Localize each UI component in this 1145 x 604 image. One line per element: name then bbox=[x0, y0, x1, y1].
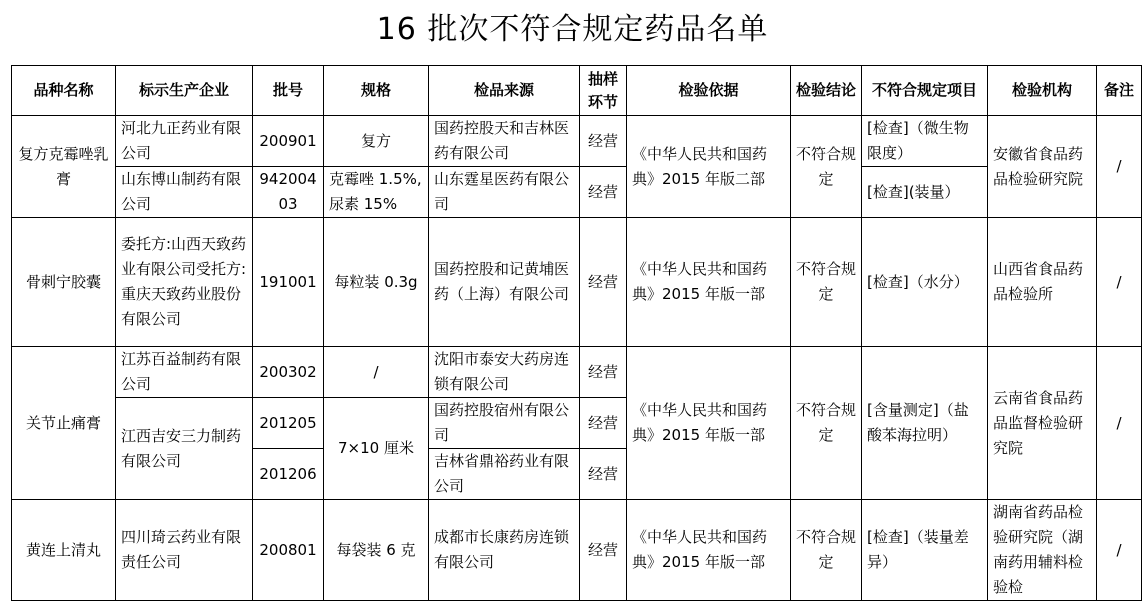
cell-basis: 《中华人民共和国药典》2015 年版一部 bbox=[627, 500, 791, 601]
table-header-row bbox=[12, 66, 1142, 116]
cell-product: 黄连上清丸 bbox=[12, 500, 116, 601]
cell-manufacturer: 江西吉安三力制药有限公司 bbox=[116, 398, 253, 500]
cell-batch: 201206 bbox=[253, 449, 324, 500]
cell-sampling-stage: 经营 bbox=[580, 347, 627, 398]
cell-spec: 克霉唑 1.5%,尿素 15% bbox=[324, 167, 429, 218]
cell-conclusion: 不符合规定 bbox=[791, 116, 862, 218]
cell-sampling-stage: 经营 bbox=[580, 500, 627, 601]
cell-product: 关节止痛膏 bbox=[12, 347, 116, 500]
cell-batch: 201205 bbox=[253, 398, 324, 449]
cell-batch: 191001 bbox=[253, 218, 324, 347]
cell-note: / bbox=[1097, 116, 1142, 218]
cell-institute: 安徽省食品药品检验研究院 bbox=[988, 116, 1097, 218]
cell-source: 国药控股宿州有限公司 bbox=[429, 398, 580, 449]
header-source: 检品来源 bbox=[429, 66, 580, 116]
table-row bbox=[12, 167, 1142, 218]
header-noncompliant-item: 不符合规定项目 bbox=[862, 66, 988, 116]
page-title: 16 批次不符合规定药品名单 bbox=[376, 12, 769, 47]
cell-sampling-stage: 经营 bbox=[580, 218, 627, 347]
cell-noncompliant-item: [检查]（水分） bbox=[862, 218, 988, 347]
header-sampling-stage: 抽样环节 bbox=[580, 66, 627, 116]
cell-source: 沈阳市泰安大药房连锁有限公司 bbox=[429, 347, 580, 398]
cell-basis: 《中华人民共和国药典》2015 年版一部 bbox=[627, 218, 791, 347]
cell-institute: 云南省食品药品监督检验研究院 bbox=[988, 347, 1097, 500]
header-note: 备注 bbox=[1097, 66, 1142, 116]
header-spec: 规格 bbox=[324, 66, 429, 116]
cell-source: 山东霆星医药有限公司 bbox=[429, 167, 580, 218]
cell-note: / bbox=[1097, 347, 1142, 500]
cell-noncompliant-item: [检查]（微生物限度） bbox=[862, 116, 988, 167]
cell-source: 国药控股和记黄埔医药（上海）有限公司 bbox=[429, 218, 580, 347]
cell-source: 吉林省鼎裕药业有限公司 bbox=[429, 449, 580, 500]
cell-manufacturer: 河北九正药业有限公司 bbox=[116, 116, 253, 167]
cell-manufacturer: 委托方:山西天致药业有限公司受托方:重庆天致药业股份有限公司 bbox=[116, 218, 253, 347]
cell-manufacturer: 江苏百益制药有限公司 bbox=[116, 347, 253, 398]
cell-source: 成都市长康药房连锁有限公司 bbox=[429, 500, 580, 601]
table-row bbox=[12, 347, 1142, 398]
cell-noncompliant-item: [检查]（装量差异） bbox=[862, 500, 988, 601]
cell-batch: 200901 bbox=[253, 116, 324, 167]
cell-note: / bbox=[1097, 218, 1142, 347]
cell-noncompliant-item: [检查](装量） bbox=[862, 167, 988, 218]
cell-sampling-stage: 经营 bbox=[580, 116, 627, 167]
cell-spec: 复方 bbox=[324, 116, 429, 167]
cell-spec: 每粒装 0.3g bbox=[324, 218, 429, 347]
header-manufacturer: 标示生产企业 bbox=[116, 66, 253, 116]
cell-manufacturer: 四川琦云药业有限责任公司 bbox=[116, 500, 253, 601]
cell-sampling-stage: 经营 bbox=[580, 398, 627, 449]
cell-institute: 山西省食品药品检验所 bbox=[988, 218, 1097, 347]
table-row bbox=[12, 116, 1142, 167]
table-row bbox=[12, 500, 1142, 601]
cell-conclusion: 不符合规定 bbox=[791, 218, 862, 347]
cell-conclusion: 不符合规定 bbox=[791, 347, 862, 500]
cell-institute: 湖南省药品检验研究院（湖南药用辅料检验检 bbox=[988, 500, 1097, 601]
cell-noncompliant-item: [含量测定]（盐酸苯海拉明） bbox=[862, 347, 988, 500]
cell-batch: 200302 bbox=[253, 347, 324, 398]
cell-basis: 《中华人民共和国药典》2015 年版二部 bbox=[627, 116, 791, 218]
cell-batch: 200801 bbox=[253, 500, 324, 601]
table-row bbox=[12, 218, 1142, 347]
cell-basis: 《中华人民共和国药典》2015 年版一部 bbox=[627, 347, 791, 500]
header-batch: 批号 bbox=[253, 66, 324, 116]
noncompliant-drug-table bbox=[11, 65, 1142, 601]
cell-source: 国药控股天和吉林医药有限公司 bbox=[429, 116, 580, 167]
cell-batch: 94200403 bbox=[253, 167, 324, 218]
header-institute: 检验机构 bbox=[988, 66, 1097, 116]
cell-spec: 7×10 厘米 bbox=[324, 398, 429, 500]
header-basis: 检验依据 bbox=[627, 66, 791, 116]
cell-spec: 每袋装 6 克 bbox=[324, 500, 429, 601]
header-product: 品种名称 bbox=[12, 66, 116, 116]
cell-note: / bbox=[1097, 500, 1142, 601]
cell-spec: / bbox=[324, 347, 429, 398]
cell-product: 骨刺宁胶囊 bbox=[12, 218, 116, 347]
cell-product: 复方克霉唑乳膏 bbox=[12, 116, 116, 218]
cell-conclusion: 不符合规定 bbox=[791, 500, 862, 601]
cell-sampling-stage: 经营 bbox=[580, 449, 627, 500]
header-conclusion: 检验结论 bbox=[791, 66, 862, 116]
cell-manufacturer: 山东博山制药有限公司 bbox=[116, 167, 253, 218]
cell-sampling-stage: 经营 bbox=[580, 167, 627, 218]
